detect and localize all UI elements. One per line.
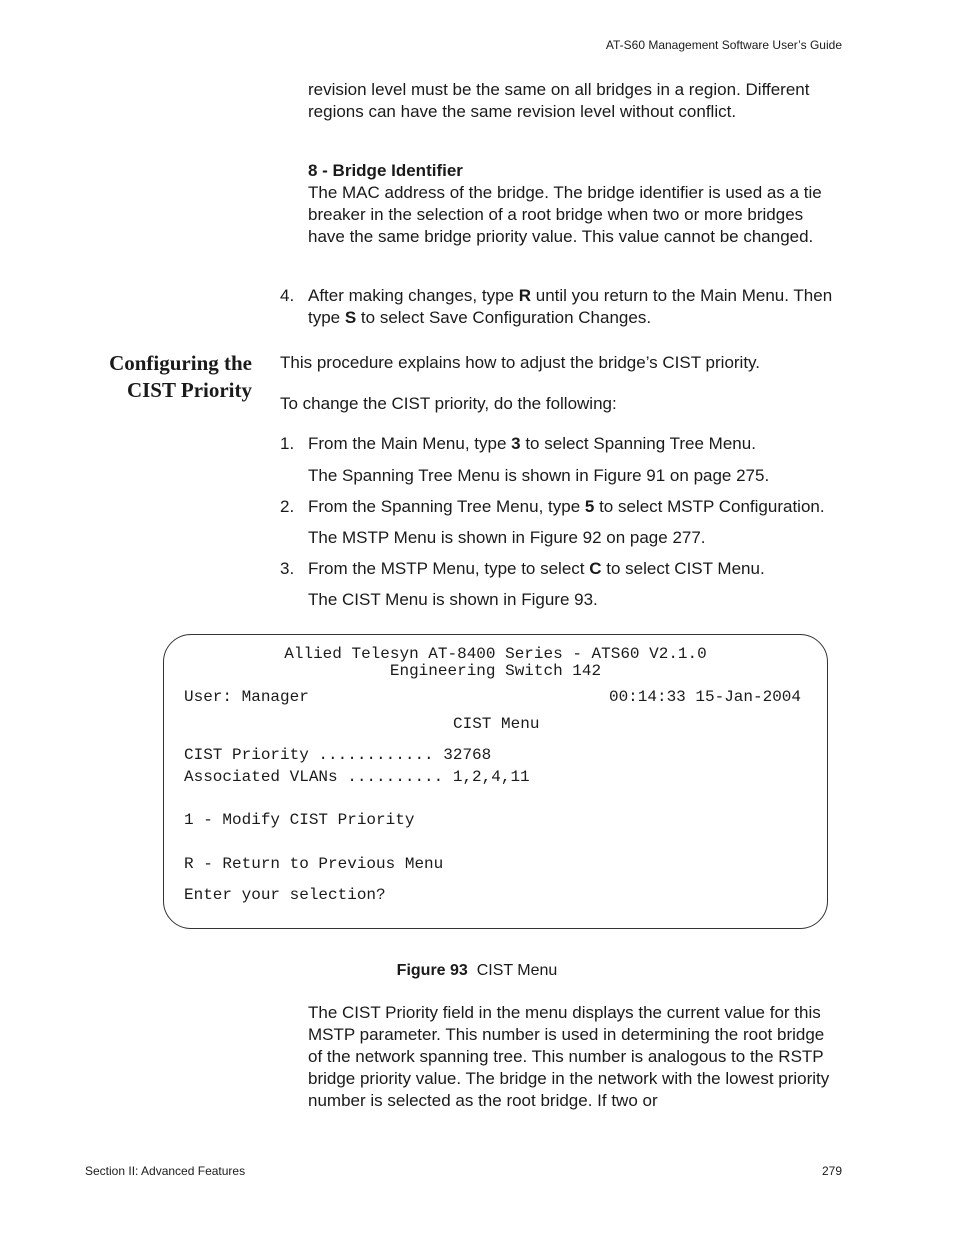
menu-option-return: R - Return to Previous Menu (184, 855, 444, 873)
step-3-note: The CIST Menu is shown in Figure 93. (308, 590, 598, 609)
terminal-prompt: Enter your selection? (184, 886, 386, 904)
section-intro: This procedure explains how to adjust the bridge’s CIST priority. (280, 353, 761, 372)
running-header: AT-S60 Management Software User’s Guide (605, 38, 842, 52)
terminal-user: User: Manager (184, 688, 309, 706)
step-2-note: The MSTP Menu is shown in Figure 92 on page 277. (308, 528, 706, 547)
terminal-timestamp: 00:14:33 15-Jan-2004 (608, 688, 801, 706)
closing-paragraph: The CIST Priority field in the menu displays the current value for this MSTP parameter. This number is used in determining the root bridge of the network spanning tree. This number is analogous to the RSTP bridge priority value. The bridge in the network with the lowest priority number is selected as the root bridge. If two or (308, 1003, 830, 1110)
page-number: 279 (821, 1164, 842, 1178)
associated-vlans-field: Associated VLANs .......... 1,2,4,11 (184, 768, 530, 786)
cist-priority-field: CIST Priority ............ 32768 (184, 746, 492, 764)
revision-paragraph: revision level must be the same on all bridges in a region. Different regions can have the same revision level without conflict. (308, 80, 810, 121)
bridge-identifier-heading: 8 - Bridge Identifier (308, 161, 463, 180)
step-number: 4. (280, 286, 295, 305)
terminal-title-line-2: Engineering Switch 142 (389, 662, 602, 680)
procedure-intro: To change the CIST priority, do the following: (280, 394, 617, 413)
terminal-title-line-1: Allied Telesyn AT-8400 Series - ATS60 V2.1.0 (284, 645, 707, 663)
section-heading: Configuring the CIST Priority (109, 351, 252, 402)
menu-option-modify-priority: 1 - Modify CIST Priority (184, 811, 415, 829)
terminal-menu-title: CIST Menu (453, 715, 540, 733)
step-text: After making changes, type R until you return to the Main Menu. Then type S to select Save Configuration Changes. (308, 286, 833, 327)
bridge-identifier-paragraph: The MAC address of the bridge. The bridge identifier is used as a tie breaker in the selection of a root bridge when two or more bridges have the same bridge priority value. This value cannot be changed. (308, 183, 822, 246)
figure-caption: Figure 93 CIST Menu (396, 962, 558, 979)
step-1-note: The Spanning Tree Menu is shown in Figure 91 on page 275. (308, 466, 770, 485)
footer-section: Section II: Advanced Features (85, 1164, 246, 1178)
